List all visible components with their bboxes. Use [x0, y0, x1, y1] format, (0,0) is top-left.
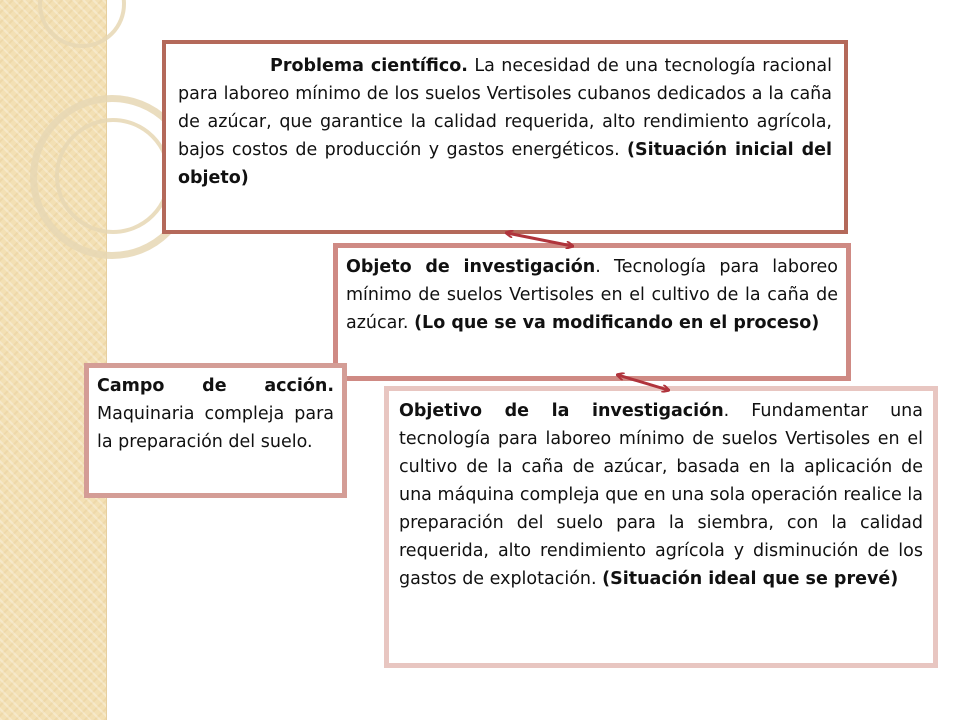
objeto-title: Objeto de investigación	[346, 257, 596, 277]
problema-title: Problema científico.	[270, 56, 468, 76]
double-arrow-objeto-objetivo	[618, 375, 668, 390]
objeto-note: (Lo que se va modificando en el proceso)	[414, 313, 820, 333]
objetivo-body: . Fundamentar una tecnología para laboreo mínimo de suelos Vertisoles en el cultivo de la caña de azúcar, basada en la aplicación de una máquina compleja que en una sola operación realice la preparación del suelo para la siembra, con la calidad requerida, alto rendimiento agrícola y disminución de los gastos de explotación.	[399, 401, 923, 589]
problema-body: La necesidad de una tecnología racional para laboreo mínimo de los suelos Vertisoles cubanos dedicados a la caña de azúcar, que garantice la calidad requerida, alto rendimiento agrícola, bajos costos de producción y gastos energéticos.	[178, 56, 832, 160]
double-arrow-problema-objeto	[507, 233, 572, 246]
objetivo-note: (Situación ideal que se prevé)	[602, 569, 899, 589]
problema-note: (Situación inicial del objeto)	[178, 140, 832, 188]
objetivo-title: Objetivo de la investigación	[399, 401, 724, 421]
campo-body: Maquinaria compleja para la preparación del suelo.	[97, 404, 334, 452]
campo-title: Campo de acción.	[97, 376, 334, 396]
objeto-body: . Tecnología para laboreo mínimo de suelos Vertisoles en el cultivo de la caña de azúcar.	[346, 257, 838, 333]
